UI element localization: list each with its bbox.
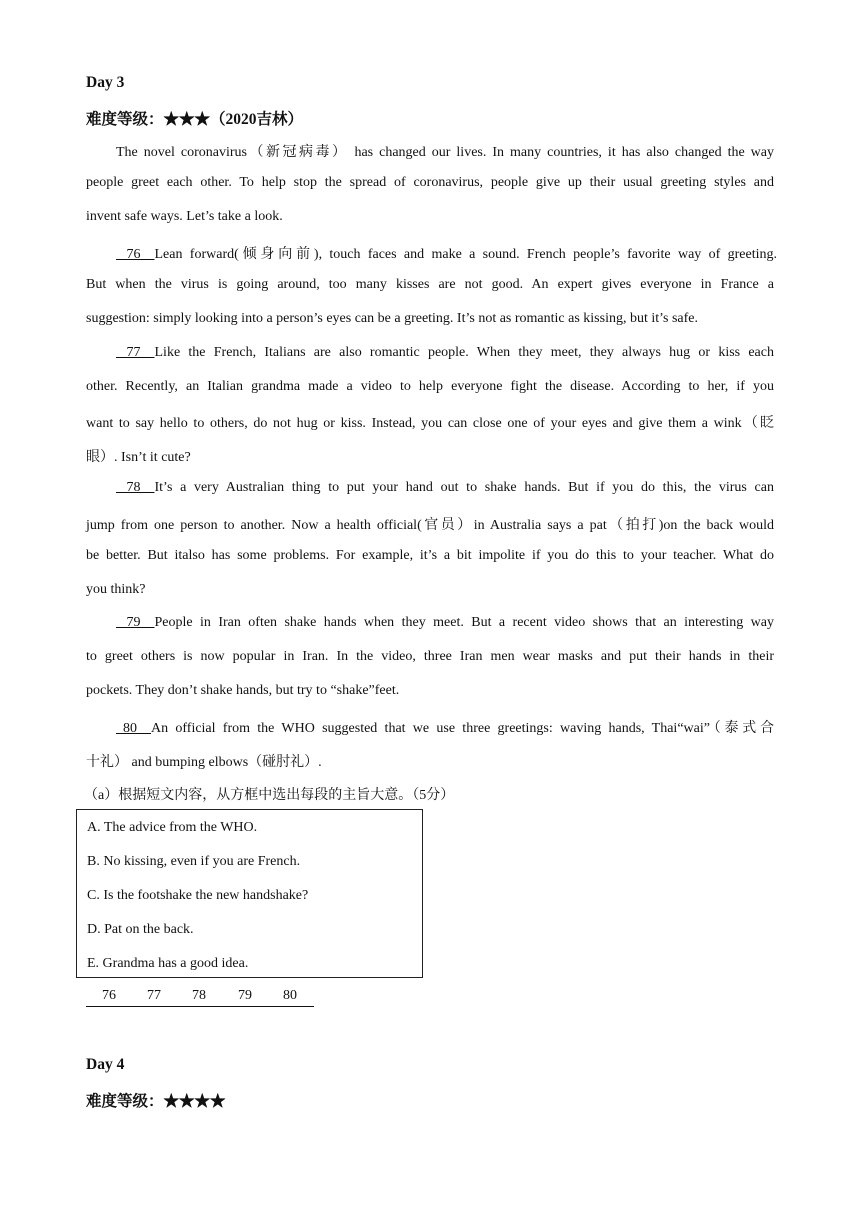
paragraph-77-line: 眼）. Isn’t it cute? [86,450,191,465]
paragraph-80-line: 十礼） and bumping elbows（碰肘礼）. [86,755,322,770]
answer-number: 80 [283,988,297,1003]
paragraph-76-line: 76 Lean forward(倾身向前), touch faces and make a sound. French people’s favorite way of greeting. [116,243,777,263]
option-b: B. No kissing, even if you are French. [87,854,301,869]
day4-title: Day 4 [86,1056,125,1073]
day3-title: Day 3 [86,74,125,91]
paragraph-78-line: 78 It’s a very Australian thing to put your hand out to shake hands. But if you do this, the virus can [116,480,774,496]
answer-number: 79 [238,988,252,1003]
intro-line: invent safe ways. Let’s take a look. [86,209,283,224]
paragraph-78-line: jump from one person to another. Now a health official(官员）in Australia says a pat（拍打)on the back would [86,518,774,533]
paragraph-79-line: to greet others is now popular in Iran. In the video, three Iran men wear masks and put their hands in their [86,649,774,664]
options-box [76,809,423,978]
blank-80[interactable]: 80 [123,721,137,736]
blank-76[interactable]: 76 [126,247,141,262]
intro-line: The novel coronavirus（新冠病毒） has changed our lives. In many countries, it has also changed the way [116,145,774,160]
paragraph-76-line: suggestion: simply looking into a person’s eyes can be a greeting. It’s not as romantic as kissing, but it’s safe. [86,311,699,326]
paragraph-78-line: be better. But italso has some problems. For example, it’s a bit impolite if you do this to your teacher. What do [86,548,774,563]
paragraph-77-line: other. Recently, an Italian grandma made a video to help everyone fight the disease. According to her, if you [86,379,774,394]
paragraph-79-line: 79 People in Iran often shake hands when they meet. But a recent video shows that an interesting way [116,615,774,631]
paragraph-80-line: 80 An official from the WHO suggested that we use three greetings: waving hands, Thai“wai”（泰式合 [116,717,774,737]
answer-row[interactable] [86,988,314,1007]
answer-number: 76 [102,988,116,1003]
blank-79[interactable]: 79 [126,615,141,630]
paragraph-78-line: you think? [86,582,146,597]
option-c: C. Is the footshake the new handshake? [87,888,309,903]
paragraph-76-line: But when the virus is going around, too many kisses are not good. An expert gives everyone in France a [86,277,774,292]
option-d: D. Pat on the back. [87,922,194,937]
answer-number: 78 [192,988,206,1003]
paragraph-77-line: 77 Like the French, Italians are also romantic people. When they meet, they always hug or kiss each [116,345,774,361]
answer-number: 77 [147,988,161,1003]
blank-78[interactable]: 78 [126,480,141,495]
option-e: E. Grandma has a good idea. [87,956,249,971]
intro-line: people greet each other. To help stop the spread of coronavirus, people give up their usual greeting styles and [86,175,774,190]
option-a: A. The advice from the WHO. [87,820,258,835]
day3-difficulty: 难度等级：★★★（2020吉林） [86,111,304,128]
paragraph-79-line: pockets. They don’t shake hands, but try to “shake”feet. [86,683,400,698]
blank-77[interactable]: 77 [126,345,141,360]
day4-difficulty: 难度等级：★★★★ [86,1093,226,1110]
instruction-text: （a）根据短文内容，从方框中选出每段的主旨大意。（5分） [84,788,455,803]
paragraph-77-line: want to say hello to others, do not hug or kiss. Instead, you can close one of your eyes and give them a wink（眨 [86,416,774,431]
